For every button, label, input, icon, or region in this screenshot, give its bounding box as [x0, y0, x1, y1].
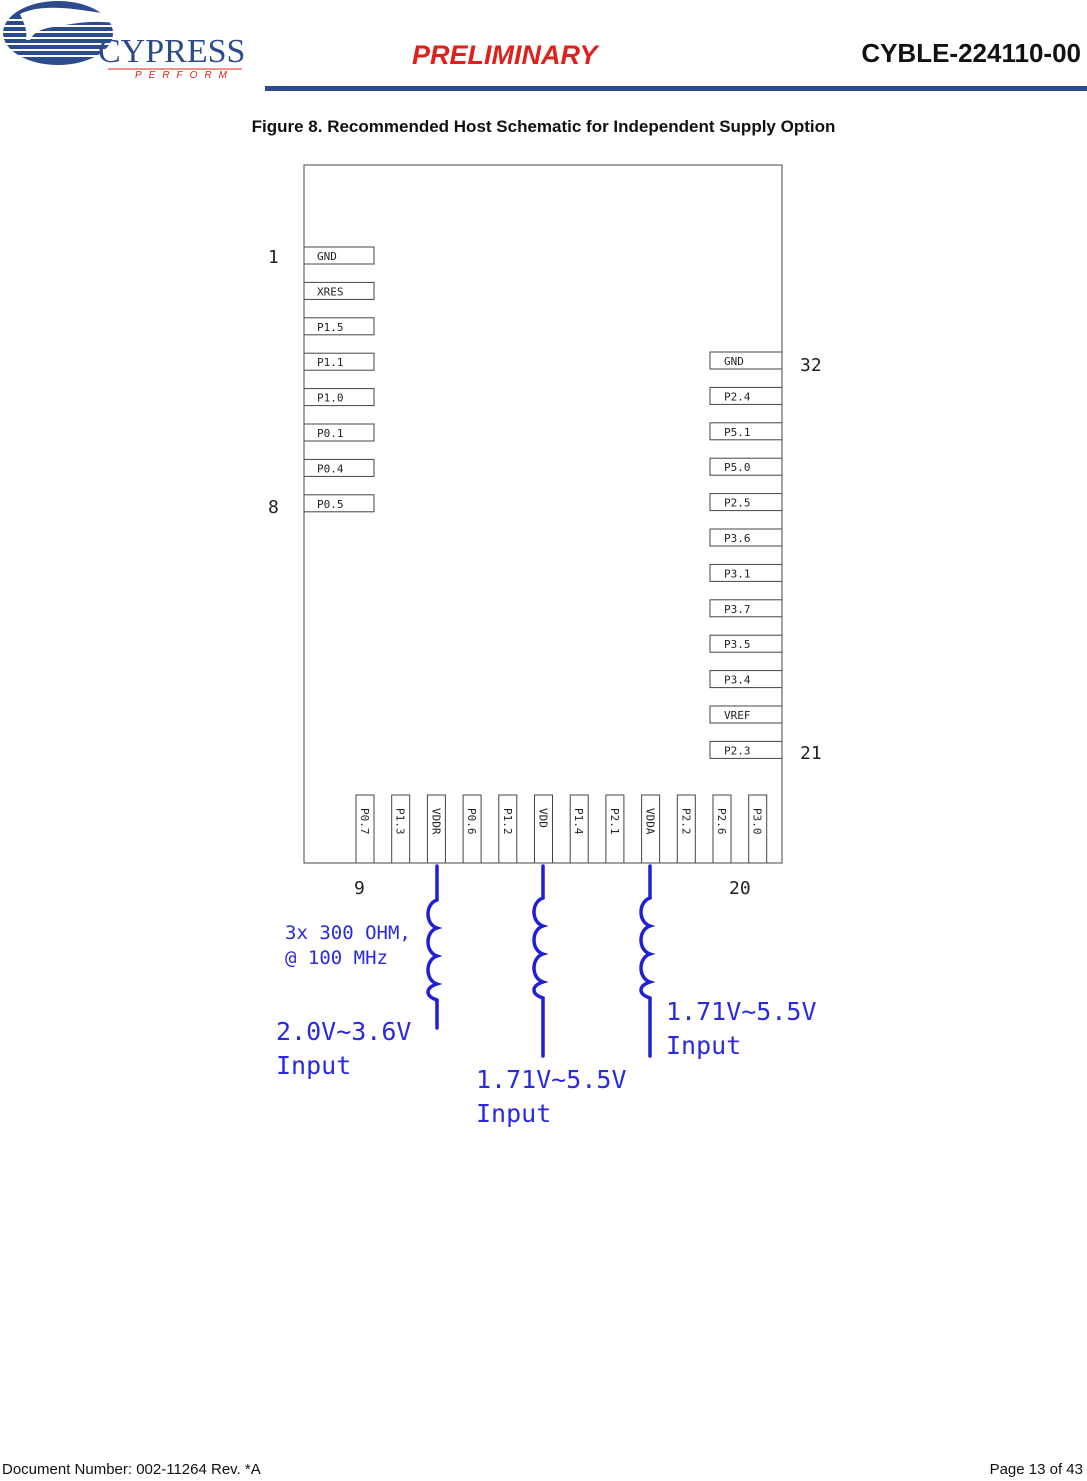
pin-label: P3.6 — [724, 532, 751, 545]
pin-bottom-p13 — [392, 795, 410, 863]
pin-label: P1.3 — [393, 808, 407, 835]
pin-right-p34-10 — [710, 671, 782, 688]
vdd-input-label: Input — [476, 1099, 552, 1128]
pin-number-1: 1 — [268, 247, 279, 268]
pin-label: VDDR — [429, 808, 443, 835]
preliminary-label: PRELIMINARY — [412, 40, 598, 70]
pin-bottom-p26 — [713, 795, 731, 863]
vdd-voltage-range: 1.71V~5.5V — [476, 1065, 627, 1094]
pin-bottom-p07 — [356, 795, 374, 863]
pin-bottom-p21 — [606, 795, 624, 863]
pin-label: P1.1 — [317, 356, 344, 370]
pin-label: VDD — [536, 808, 550, 828]
pin-number-20: 20 — [729, 878, 751, 899]
pin-right-gnd-1 — [710, 352, 782, 369]
pin-label: P1.2 — [500, 808, 514, 835]
pin-bottom-p22 — [677, 795, 695, 863]
vddr-voltage-range: 2.0V~3.6V — [276, 1017, 412, 1046]
pin-bottom-p12 — [499, 795, 517, 863]
pin-number-32: 32 — [800, 355, 822, 376]
pin-label: P1.4 — [572, 808, 586, 835]
pin-label: P2.6 — [715, 808, 728, 835]
pin-bottom-vdda — [642, 795, 660, 863]
pin-right-p50-4 — [710, 458, 782, 475]
pin-label: P5.0 — [724, 461, 751, 475]
vdda-voltage-range: 1.71V~5.5V — [666, 997, 817, 1026]
vdd-supply-wire — [534, 866, 543, 1056]
pin-left-p15-3 — [304, 318, 374, 335]
pin-label: VREF — [724, 709, 751, 722]
pin-label: P2.5 — [724, 496, 751, 510]
pin-label: P5.1 — [724, 425, 751, 439]
document-number: Document Number: 002-11264 Rev. *A — [2, 1461, 261, 1478]
pin-label: P1.0 — [317, 391, 344, 405]
pin-label: P0.6 — [465, 808, 479, 835]
pin-bottom-p30 — [749, 795, 767, 863]
pin-right-p37-8 — [710, 600, 782, 617]
pin-right-p24-2 — [710, 387, 782, 404]
pin-right-p25-5 — [710, 494, 782, 511]
pin-label: P3.0 — [750, 808, 764, 835]
pin-number-21: 21 — [800, 743, 822, 764]
vddr-input-label: Input — [276, 1051, 352, 1080]
pin-left-p05-8 — [304, 495, 374, 512]
ferrite-note-line1: 3x 300 OHM, — [285, 922, 411, 944]
pin-bottom-p14 — [570, 795, 588, 863]
ferrite-note-line2: @ 100 MHz — [285, 947, 388, 969]
pin-bottom-vdd — [535, 795, 553, 863]
pin-left-xres-2 — [304, 282, 374, 299]
pin-number-8: 8 — [268, 497, 279, 518]
pin-right-p51-3 — [710, 423, 782, 440]
pin-label: P0.1 — [317, 427, 344, 440]
pin-left-p04-7 — [304, 459, 374, 476]
pin-right-p23-12 — [710, 741, 782, 758]
vdda-supply-wire — [641, 866, 650, 1056]
pin-left-p11-4 — [304, 353, 374, 370]
pin-label: P0.7 — [358, 808, 371, 835]
pin-label: P0.4 — [317, 462, 344, 476]
pin-label: P2.1 — [607, 808, 621, 835]
pin-label: P1.5 — [317, 320, 344, 334]
pin-left-p10-5 — [304, 389, 374, 406]
pin-right-p36-6 — [710, 529, 782, 546]
pin-label: GND — [724, 355, 744, 368]
part-number: CYBLE-224110-00 — [861, 38, 1081, 68]
vddr-supply-wire — [428, 866, 437, 1028]
vdda-input-label: Input — [666, 1031, 742, 1060]
pin-label: P2.3 — [724, 744, 751, 758]
pin-label: P3.1 — [724, 567, 751, 581]
pin-bottom-p06 — [463, 795, 481, 863]
pin-right-p31-7 — [710, 564, 782, 581]
pin-label: P3.4 — [724, 673, 751, 687]
pin-label: P3.5 — [724, 638, 751, 652]
pin-label: VDDA — [643, 808, 657, 835]
pin-label: P3.7 — [724, 602, 751, 616]
pin-left-gnd-1 — [304, 247, 374, 264]
pin-left-p01-6 — [304, 424, 374, 441]
logo-tagline: PERFORM — [135, 70, 234, 80]
figure-caption: Figure 8. Recommended Host Schematic for Independent Supply Option — [251, 117, 836, 136]
pin-label: P2.2 — [679, 808, 693, 835]
pin-label: P0.5 — [317, 497, 344, 511]
logo-wordmark: CYPRESS — [98, 33, 246, 70]
pin-label: P2.4 — [724, 390, 751, 404]
pin-right-vref-11 — [710, 706, 782, 723]
pin-label: XRES — [317, 285, 344, 299]
pin-bottom-vddr — [427, 795, 445, 863]
pin-label: GND — [317, 250, 337, 263]
pin-number-9: 9 — [354, 878, 365, 899]
page-number: Page 13 of 43 — [989, 1461, 1083, 1478]
pin-right-p35-9 — [710, 635, 782, 652]
